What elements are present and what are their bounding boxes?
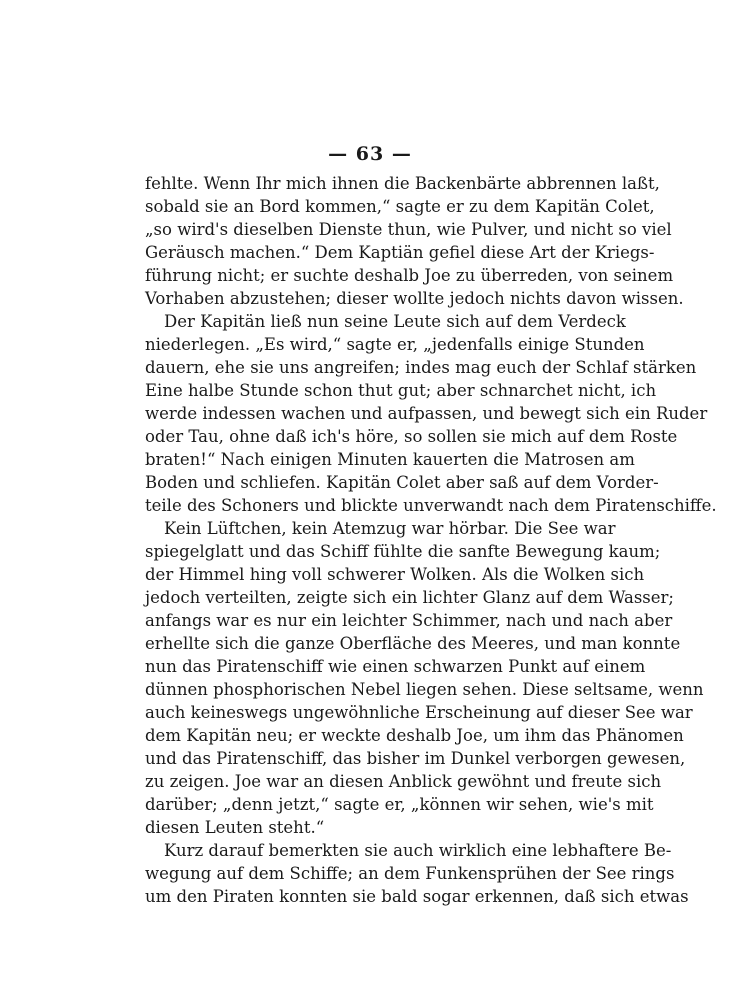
text-line: anfangs war es nur ein leichter Schimmer, nach und nach aber <box>145 611 673 630</box>
text-line: dauern, ehe sie uns angreifen; indes mag euch der Schlaf stärken <box>145 358 697 377</box>
text-line: um den Piraten konnten sie bald sogar erkennen, daß sich etwas <box>145 887 689 906</box>
text-line: teile des Schoners und blickte unverwandt nach dem Piratenschiffe. <box>145 496 717 515</box>
text-line: „so wird's dieselben Dienste thun, wie Pulver, und nicht so viel <box>145 220 672 239</box>
text-line: Der Kapitän ließ nun seine Leute sich auf dem Verdeck <box>164 312 626 331</box>
text-line: spiegelglatt und das Schiff fühlte die sanfte Bewegung kaum; <box>145 542 661 561</box>
page-number: — 63 — <box>328 143 412 165</box>
text-line: diesen Leuten steht.“ <box>145 818 325 837</box>
body-text <box>145 172 717 908</box>
text-line: Vorhaben abzustehen; dieser wollte jedoch nichts davon wissen. <box>145 289 684 308</box>
text-line: auch keineswegs ungewöhnliche Erscheinung auf dieser See war <box>145 703 693 722</box>
text-line: darüber; „denn jetzt,“ sagte er, „können wir sehen, wie's mit <box>145 795 654 814</box>
text-line: oder Tau, ohne daß ich's höre, so sollen sie mich auf dem Roste <box>145 427 678 446</box>
text-line: wegung auf dem Schiffe; an dem Funkensprühen der See rings <box>145 864 675 883</box>
text-line: der Himmel hing voll schwerer Wolken. Als die Wolken sich <box>145 565 645 584</box>
text-line: niederlegen. „Es wird,“ sagte er, „jedenfalls einige Stunden <box>145 335 645 354</box>
text-line: erhellte sich die ganze Oberfläche des Meeres, und man konnte <box>145 634 681 653</box>
text-line: fehlte. Wenn Ihr mich ihnen die Backenbärte abbrennen laßt, <box>145 174 660 193</box>
text-line: jedoch verteilten, zeigte sich ein lichter Glanz auf dem Wasser; <box>145 588 674 607</box>
text-line: und das Piratenschiff, das bisher im Dunkel verborgen gewesen, <box>145 749 686 768</box>
text-line: dünnen phosphorischen Nebel liegen sehen. Diese seltsame, wenn <box>145 680 704 699</box>
text-line: dem Kapitän neu; er weckte deshalb Joe, um ihm das Phänomen <box>145 726 684 745</box>
text-line: sobald sie an Bord kommen,“ sagte er zu dem Kapitän Colet, <box>145 197 655 216</box>
text-line: braten!“ Nach einigen Minuten kauerten die Matrosen am <box>145 450 635 469</box>
text-line: Boden und schliefen. Kapitän Colet aber saß auf dem Vorder- <box>145 473 659 492</box>
text-line: werde indessen wachen und aufpassen, und bewegt sich ein Ruder <box>145 404 708 423</box>
text-line: Kein Lüftchen, kein Atemzug war hörbar. Die See war <box>164 519 616 538</box>
text-line: Eine halbe Stunde schon thut gut; aber schnarchet nicht, ich <box>145 381 657 400</box>
text-line: Geräusch machen.“ Dem Kaptiän gefiel diese Art der Kriegs- <box>145 243 655 262</box>
text-line: zu zeigen. Joe war an diesen Anblick gewöhnt und freute sich <box>145 772 662 791</box>
text-line: führung nicht; er suchte deshalb Joe zu überreden, von seinem <box>145 266 674 285</box>
text-line: Kurz darauf bemerkten sie auch wirklich eine lebhaftere Be- <box>164 841 672 860</box>
text-line: nun das Piratenschiff wie einen schwarzen Punkt auf einem <box>145 657 646 676</box>
